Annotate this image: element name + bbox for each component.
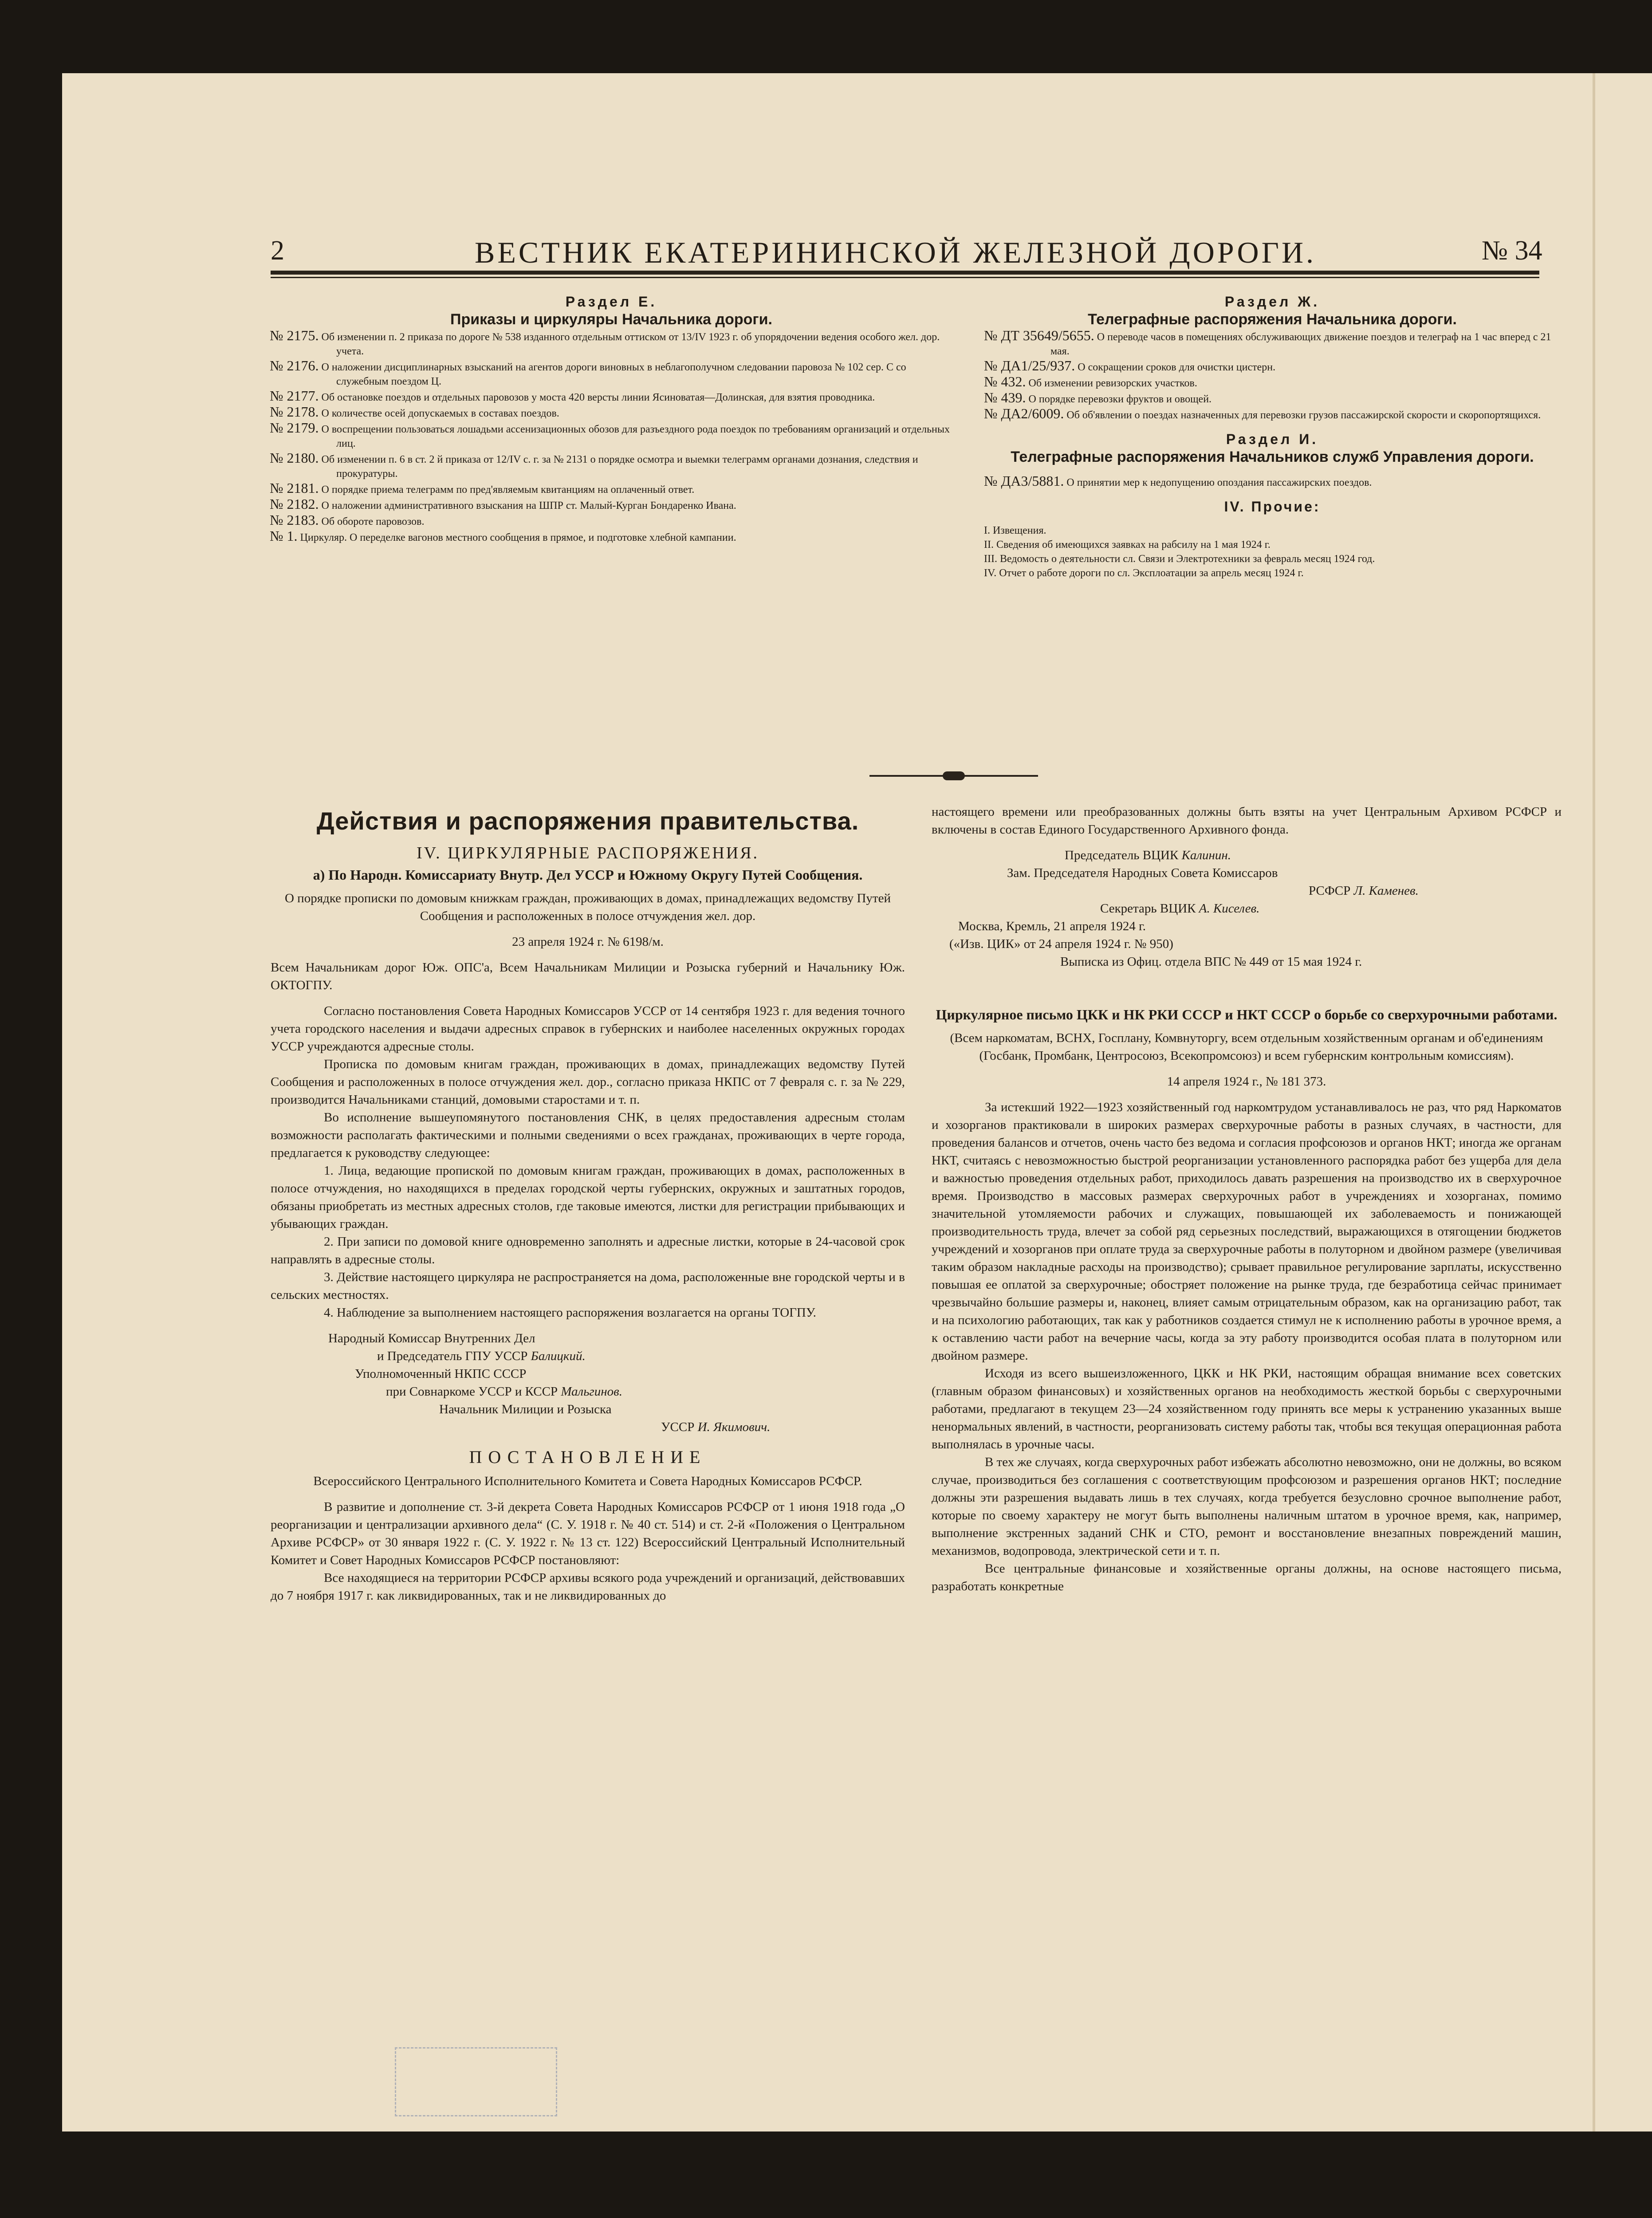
order-item	[984, 523, 1561, 538]
section-i-title: Телеграфные распоряжения Начальников служб Управления дороги.	[1011, 448, 1534, 465]
order-text: О количестве осей допускаемых в составах поездов.	[321, 408, 559, 419]
order-item	[984, 390, 1561, 406]
place-date: Москва, Кремль, 21 апреля 1924 г.	[958, 919, 1146, 933]
order-item	[984, 566, 1561, 580]
order-text: Об изменении п. 6 в ст. 2 й приказа от 12/IV с. г. за № 2131 о порядке осмотра и выемки телеграмм органами дознания, следствия и прокуратуры.	[321, 454, 918, 480]
signature-line	[271, 1347, 905, 1365]
section-zh-orders	[984, 328, 1561, 422]
order-item	[270, 481, 953, 497]
signature-title: РСФСР	[1309, 884, 1351, 898]
section-zh	[984, 293, 1561, 580]
signature-name: Мальгинов.	[561, 1384, 622, 1399]
section-iv-heading: IV. Прочие:	[1224, 499, 1321, 515]
section-e-heading: Раздел Е.	[565, 294, 657, 310]
paragraph: В тех же случаях, когда сверхурочных работ избежать абсолютно невозможно, они не должны, во всяком случае, производиться без соглашения с соответствующим профсоюзом и разрешения органов НКТ; последние должны эти разрешения выдавать лишь в тех случаях, когда требуется безусловно срочное выполнение работ, которые по своему характеру не могут быть выполнены наличным штатом в урочное время, как, например, выполнение экстренных заданий СНК и СТО, ремонт и восстановление внезапных повреждений машин, механизмов, водопровода, электрической сети и т. п.	[932, 1455, 1562, 1558]
order-number: № 2176.	[270, 358, 319, 374]
paragraph: За истекший 1922—1923 хозяйственный год наркомтрудом устанавливалось не раз, что ряд Наркоматов и хозорганов практиковали в широких размерах сверхурочные работы в разных случаях, в частности, для проведения балансов и отчетов, очень часто без ведома и согласия профсоюзов и органов НКТ; иногда же органам НКТ, считаясь с невозможностью быстрой реорганизации установленного распорядка работ без ущерба для дела и важностью проведения отдельных работ, приходилось давать разрешения на производство их в сверхурочное время. Производство в массовых размерах сверхурочных работ в учреждениях и хозорганах, помимо значительной утомляемости рабочих и служащих, повышающей их заболеваемость и понижающей производительность труда, влечет за собой ряд серьезных последствий, выражающихся в отягощении бюджетов учреждений и хозорганов при оплате труда за сверхурочные работы в полуторном и двойном размере (увеличивая таким образом накладные расходы на производство); срывает правильное регулирование зарплаты, искусственно повышая ее оплатой за сверхурочные; обостряет положение на рынке труда, где безработица сейчас принимает чрезвычайно большие размеры и, наконец, влияет самым отрицательным образом, как на организацию работ, так и на психологию работающих, так как у работников создается стимул не к исполнению работы в урочное время, а к оставлению части работ на вечерние часы, когда за эту работу производится особая плата в полуторном или двойном размере.	[932, 1100, 1562, 1363]
order-item	[984, 552, 1561, 566]
order-number: № 1.	[270, 528, 298, 544]
order-number: I.	[984, 525, 990, 536]
letter-title: Циркулярное письмо ЦКК и НК РКИ СССР и НКТ СССР о борьбе со сверхурочными работами.	[936, 1007, 1558, 1022]
order-text: О наложении дисциплинарных взысканий на агентов дороги виновных в неблагополучном следовании паровоза № 102 сер. С со служебным поездом Ц.	[321, 362, 906, 387]
order-item	[984, 328, 1561, 358]
section-zh-title: Телеграфные распоряжения Начальника дороги.	[1088, 311, 1457, 328]
order-number: № 2182.	[270, 496, 319, 512]
signature-line	[932, 900, 1562, 917]
order-number: № 2178.	[270, 404, 319, 420]
signature-title: Секретарь ВЦИК	[1100, 901, 1196, 916]
paragraph: Во исполнение вышеупомянутого постановления СНК, в целях предоставления адресным столам возможности располагать фактическими и полными сведениями о всех гражданах, проживающих в черте города, предлагается к руководству следующее:	[271, 1110, 905, 1160]
circular-address: Всем Начальникам дорог Юж. ОПС'а, Всем Начальникам Милиции и Розыска губерний и Начальнику Юж. ОКТОГПУ.	[271, 960, 905, 992]
order-text: Об об'явлении о поездах назначенных для перевозки грузов пассажирской скорости и скоропортящихся.	[1066, 409, 1541, 421]
signature-line	[271, 1383, 905, 1400]
order-text: Извещения.	[993, 525, 1046, 536]
left-column	[271, 805, 905, 1605]
order-number: № 2175.	[270, 327, 319, 343]
signature-title: Председатель ВЦИК	[1065, 848, 1179, 862]
section-i-orders	[984, 474, 1561, 490]
order-item	[270, 451, 953, 481]
order-item	[984, 358, 1561, 374]
circular-orders-subtitle: IV. ЦИРКУЛЯРНЫЕ РАСПОРЯЖЕНИЯ.	[416, 844, 759, 862]
letter-date: 14 апреля 1924 г., № 181 373.	[1167, 1074, 1326, 1089]
paragraph: 4. Наблюдение за выполнением настоящего распоряжения возлагается на органы ТОГПУ.	[324, 1306, 816, 1320]
library-stamp	[395, 2047, 557, 2116]
section-i-heading: Раздел И.	[1226, 431, 1319, 447]
section-e-orders	[270, 328, 953, 545]
decree-heading: ПОСТАНОВЛЕНИЕ	[469, 1447, 707, 1467]
masthead-title: ВЕСТНИК ЕКАТЕРИНИНСКОЙ ЖЕЛЕЗНОЙ ДОРОГИ.	[475, 236, 1317, 269]
letter-address: (Всем наркоматам, ВСНХ, Госплану, Комвнуторгу, всем отдельным хозяйственным органам и об'единениям (Госбанк, Промбанк, Центросоюз, Всекопромсоюз) и всем губернским контрольным комиссиям).	[950, 1031, 1543, 1063]
signature-line	[932, 846, 1562, 864]
government-actions-title: Действия и распоряжения правительства.	[316, 807, 859, 835]
order-text: Об изменении ревизорских участков.	[1028, 378, 1197, 389]
page-fold	[1593, 73, 1595, 2131]
order-item	[984, 474, 1561, 490]
order-item	[270, 421, 953, 451]
nkvd-subheading: а) По Народн. Комиссариату Внутр. Дел УССР и Южному Округу Путей Сообщения.	[313, 867, 863, 883]
order-number: III.	[984, 553, 997, 565]
order-text: О порядке приема телеграмм по пред'являемым квитанциям на оплаченный ответ.	[321, 484, 695, 496]
order-number: II.	[984, 539, 994, 551]
paragraph: Согласно постановления Совета Народных Комиссаров УССР от 14 сентября 1923 г. для ведения точного учета городского населения и выдачи адресных справок в губернских и наиболее населенных окружных городах УССР учреждаются адресные столы.	[271, 1004, 905, 1054]
order-item	[984, 538, 1561, 552]
page-number: 2	[271, 236, 285, 266]
paragraph: Исходя из всего вышеизложенного, ЦКК и НК РКИ, настоящим обращая внимание всех советских (главным образом финансовых) и хозяйственных органов на необходимость жесткой борьбы с сверхурочными работами, предлагают в текущем 23—24 хозяйственном году принять все меры к устранению указанных выше ненормальных явлений, в частности, реорганизовать систему работы так, чтобы вся текущая операционная работа выполнялась в урочные часы.	[932, 1366, 1562, 1451]
issue-number: № 34	[1482, 236, 1542, 266]
signature-line	[271, 1418, 905, 1436]
section-iv-items	[984, 523, 1561, 580]
order-item	[270, 529, 953, 545]
order-text: Циркуляр. О переделке вагонов местного сообщения в прямое, и подготовке хлебной кампании.	[300, 532, 736, 543]
signature-name: Калинин.	[1181, 848, 1231, 862]
paragraph: Прописка по домовым книгам граждан, проживающих в домах, принадлежащих ведомству Путей Сообщения и расположенных в полосе отчуждения жел. дор., согласно приказа НКПС от 7 февраля с. г. за № 229, производится Начальниками станций, домовыми старостами и т. п.	[271, 1057, 905, 1107]
header-rule-thin	[271, 277, 1539, 278]
order-number: № 2180.	[270, 450, 319, 466]
order-item	[270, 497, 953, 513]
ornament-divider-center	[943, 771, 965, 780]
order-item	[984, 374, 1561, 390]
paragraph: Все центральные финансовые и хозяйственные органы должны, на основе настоящего письма, разработать конкретные	[932, 1561, 1562, 1593]
order-number: № 2177.	[270, 388, 319, 404]
signature-name: А. Киселев.	[1199, 901, 1260, 916]
order-item	[984, 406, 1561, 422]
signature-title: УССР	[661, 1420, 695, 1434]
source-reference: («Изв. ЦИК» от 24 апреля 1924 г. № 950)	[949, 937, 1173, 951]
order-item	[270, 328, 953, 358]
order-number: № ДА1/25/937.	[984, 358, 1075, 374]
extract-reference: Выписка из Офиц. отдела ВПС № 449 от 15 мая 1924 г.	[1060, 955, 1362, 969]
section-e-title: Приказы и циркуляры Начальника дороги.	[450, 311, 772, 328]
order-text: Отчет о работе дороги по сл. Эксплоатации за апрель месяц 1924 г.	[999, 567, 1304, 579]
page-header	[271, 160, 1542, 269]
right-column	[932, 803, 1562, 1595]
paragraph: В развитие и дополнение ст. 3-й декрета Совета Народных Комиссаров РСФСР от 1 июня 1918 года „О реорганизации и централизации архивного дела“ (С. У. 1918 г. № 40 ст. 514) и ст. 2-й «Положения о Центральном Архиве РСФСР» от 30 января 1922 г. (С. У. 1922 г. № 13 ст. 122) Всероссийский Центральный Исполнительный Комитет и Совет Народных Комиссаров РСФСР постановляют:	[271, 1500, 905, 1567]
order-number: № ДТ 35649/5655.	[984, 327, 1094, 343]
header-rule	[271, 271, 1539, 275]
order-item	[270, 358, 953, 389]
order-text: О принятии мер к недопущению опоздания пассажирских поездов.	[1066, 477, 1372, 488]
order-item	[270, 405, 953, 421]
order-text: Сведения об имеющихся заявках на рабсилу на 1 мая 1924 г.	[996, 539, 1270, 551]
order-number: № 2179.	[270, 420, 319, 436]
order-number: № 2181.	[270, 480, 319, 496]
order-text: О воспрещении пользоваться лошадьми ассенизационных обозов для разъездного рода поездок по требованиям организаций и отдельных лиц.	[321, 424, 950, 449]
order-item	[270, 513, 953, 529]
circular-topic: О порядке прописки по домовым книжкам граждан, проживающих в домах, принадлежащих ведомству Путей Сообщения и расположенных в полосе отчуждения жел. дор.	[284, 891, 891, 923]
order-number: IV.	[984, 567, 997, 579]
signature-line: Начальник Милиции и Розыска	[439, 1402, 612, 1416]
paragraph: Все находящиеся на территории РСФСР архивы всякого рода учреждений и организаций, действовавших до 7 ноября 1917 г. как ликвидированных, так и не ликвидированных до	[271, 1571, 905, 1603]
decree-subheading: Всероссийского Центрального Исполнительного Комитета и Совета Народных Комиссаров РСФСР.	[313, 1474, 862, 1488]
signature-title: при Совнаркоме УССР и КССР	[386, 1384, 558, 1399]
order-text: О наложении административного взыскания на ШПР ст. Малый-Курган Бондаренко Ивана.	[321, 500, 736, 511]
section-e	[270, 293, 953, 545]
order-text: О порядке перевозки фруктов и овощей.	[1028, 393, 1212, 405]
signature-title: и Председатель ГПУ УССР	[377, 1349, 528, 1363]
order-text: Об изменении п. 2 приказа по дороге № 538 изданного отдельным оттиском от 13/IV 1923 г. об упорядочении ведения особого жел. дор. учета.	[321, 331, 940, 357]
order-number: № 2183.	[270, 512, 319, 528]
signature-line: Уполномоченный НКПС СССР	[355, 1367, 527, 1381]
paragraph: 3. Действие настоящего циркуляра не распространяется на дома, расположенные вне городской черты и в сельских местностях.	[271, 1270, 905, 1302]
order-item	[270, 389, 953, 405]
paragraph: 1. Лица, ведающие пропиской по домовым книгам граждан, проживающих в домах, расположенных в полосе отчуждения, но находящихся в пределах городской черты губернских, окружных и заштатных городов, обязаны приобретать из местных адресных столов, где таковые имеются, листки для регистрации прибывающих и убывающих граждан.	[271, 1164, 905, 1231]
signature-name: Л. Каменев.	[1353, 884, 1419, 898]
circular-date: 23 апреля 1924 г. № 6198/м.	[512, 935, 664, 949]
order-text: Ведомость о деятельности сл. Связи и Электротехники за февраль месяц 1924 год.	[999, 553, 1375, 565]
order-number: № 432.	[984, 374, 1026, 389]
order-text: О переводе часов в помещениях обслуживающих движение поездов и телеграф на 1 час вперед с 21 мая.	[1050, 331, 1551, 357]
newspaper-page	[62, 73, 1652, 2131]
signature-line: Народный Комиссар Внутренних Дел	[328, 1331, 535, 1345]
paragraph: 2. При записи по домовой книге одновременно заполнять и адресные листки, которые в 24-часовой срок направлять в адресные столы.	[271, 1235, 905, 1266]
signature-line: Зам. Председателя Народных Совета Комиссаров	[1007, 866, 1278, 880]
signature-name: И. Якимович.	[697, 1420, 771, 1434]
order-text: О сокращении сроков для очистки цистерн.	[1078, 362, 1276, 373]
signature-line	[932, 882, 1562, 900]
order-number: № ДА3/5881.	[984, 473, 1064, 489]
order-number: № ДА2/6009.	[984, 405, 1064, 421]
order-text: Об остановке поездов и отдельных паровозов у моста 420 версты линии Ясиноватая—Долинская, для взятия проводника.	[321, 392, 875, 403]
signature-name: Балицкий.	[531, 1349, 586, 1363]
paragraph: настоящего времени или преобразованных должны быть взяты на учет Центральным Архивом РСФСР и включены в состав Единого Государственного Архивного фонда.	[932, 805, 1562, 837]
order-text: Об обороте паровозов.	[321, 516, 425, 527]
order-number: № 439.	[984, 389, 1026, 405]
section-zh-heading: Раздел Ж.	[1224, 294, 1320, 310]
